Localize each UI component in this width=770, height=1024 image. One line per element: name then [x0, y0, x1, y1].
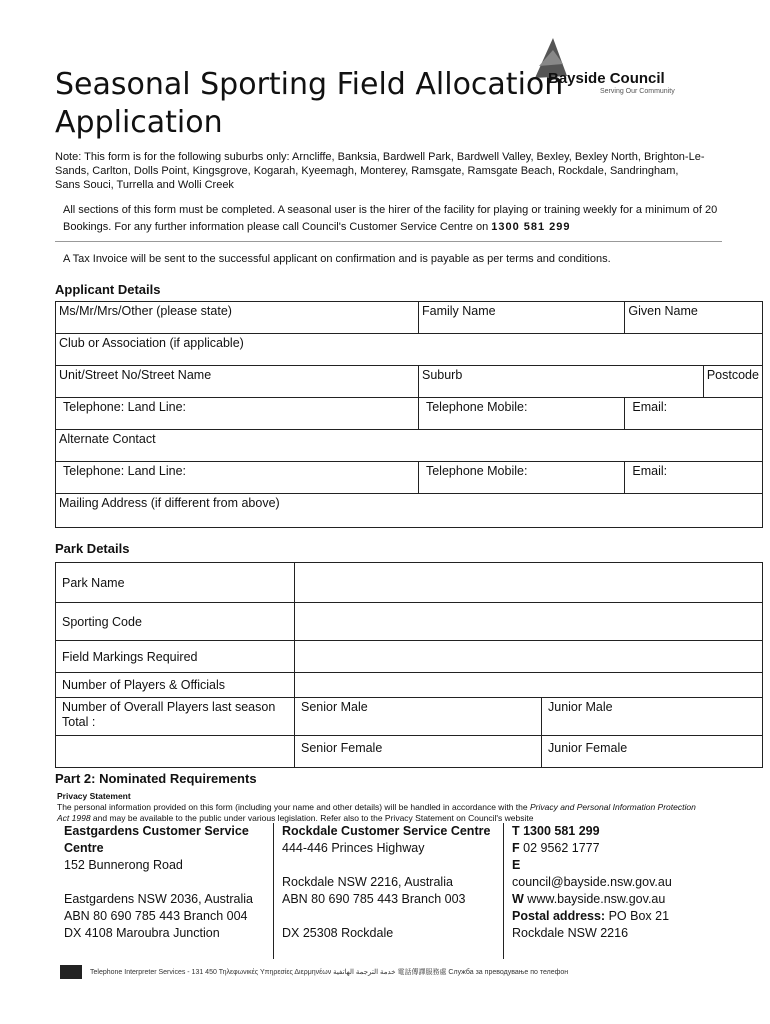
rockdale-suburb: Rockdale NSW 2216, Australia: [282, 875, 453, 889]
fax-line: [512, 840, 754, 857]
mailing-address-field[interactable]: Mailing Address (if different from above): [56, 494, 763, 528]
postal-suburb: Rockdale NSW 2216: [512, 926, 629, 940]
family-name-field[interactable]: Family Name: [418, 302, 624, 334]
postcode-field[interactable]: Postcode: [703, 366, 762, 398]
mobile-field[interactable]: Telephone Mobile:: [418, 398, 624, 430]
eastgardens-abn: ABN 80 690 785 443 Branch 004: [64, 909, 248, 923]
web-label: W: [512, 892, 524, 906]
part2-heading: Part 2: Nominated Requirements: [55, 771, 257, 786]
overall-total-input[interactable]: [56, 736, 295, 768]
alt-email-field[interactable]: Email:: [625, 462, 763, 494]
notice-phone: 1300 581 299: [491, 221, 571, 233]
overall-players-line1: Number of Overall Players last season: [62, 700, 276, 714]
notice-text: All sections of this form must be completed. A seasonal user is the hirer of the facility for playing or training weekly for a minimum of 20 Bookings. For any further information please call Council's Customer Service Centre on: [63, 204, 718, 233]
park-name-label: Park Name: [56, 563, 295, 603]
rockdale-dx: DX 25308 Rockdale: [282, 926, 394, 940]
title-line-1: Seasonal Sporting Field Allocation: [55, 67, 564, 102]
eastgardens-name: Eastgardens Customer Service Centre: [64, 824, 249, 855]
street-field[interactable]: Unit/Street No/Street Name: [56, 366, 419, 398]
rockdale-address: 444-446 Princes Highway: [282, 841, 425, 855]
applicant-details-table: [55, 301, 763, 528]
tax-invoice-note: A Tax Invoice will be sent to the successful applicant on confirmation and is payable as per terms and conditions.: [63, 253, 611, 265]
sporting-code-input[interactable]: [295, 603, 763, 641]
senior-male-field[interactable]: Senior Male: [295, 698, 542, 736]
title-field[interactable]: Ms/Mr/Mrs/Other (please state): [56, 302, 419, 334]
senior-female-field[interactable]: Senior Female: [295, 736, 542, 768]
privacy-title: Privacy Statement: [57, 791, 131, 801]
alternate-contact-field[interactable]: Alternate Contact: [56, 430, 763, 462]
logo-tagline: Serving Our Community: [600, 88, 675, 95]
privacy-statement: [57, 802, 707, 824]
rockdale-name: Rockdale Customer Service Centre: [282, 824, 491, 838]
eastgardens-suburb: Eastgardens NSW 2036, Australia: [64, 892, 253, 906]
alt-landline-field[interactable]: Telephone: Land Line:: [56, 462, 419, 494]
website[interactable]: www.bayside.nsw.gov.au: [527, 892, 666, 906]
park-details-heading: Park Details: [55, 541, 130, 556]
players-officials-input[interactable]: [295, 673, 763, 698]
office-details: [56, 823, 756, 963]
privacy-post: and may be available to the public under various legislation. Refer also to the Privacy Statement on Council's website: [90, 813, 534, 823]
eastgardens-office: [56, 823, 274, 959]
park-name-input[interactable]: [295, 563, 763, 603]
given-name-field[interactable]: Given Name: [625, 302, 763, 334]
landline-field[interactable]: Telephone: Land Line:: [56, 398, 419, 430]
park-details-table: [55, 562, 763, 768]
alt-mobile-field[interactable]: Telephone Mobile:: [418, 462, 624, 494]
junior-female-field[interactable]: Junior Female: [542, 736, 763, 768]
completion-notice: [55, 202, 722, 242]
logo-name: Bayside Council: [548, 70, 665, 87]
eastgardens-address: 152 Bunnerong Road: [64, 858, 183, 872]
page-title: [55, 66, 563, 142]
fax: 02 9562 1777: [523, 841, 600, 855]
players-officials-label: Number of Players & Officials: [56, 673, 295, 698]
privacy-pre: The personal information provided on this form (including your name and other details) will be handled in accordance with the: [57, 802, 530, 812]
web-line: [512, 891, 754, 908]
eastgardens-dx: DX 4108 Maroubra Junction: [64, 926, 220, 940]
applicant-details-heading: Applicant Details: [55, 282, 161, 297]
field-markings-label: Field Markings Required: [56, 641, 295, 673]
postal-label: Postal address:: [512, 909, 606, 923]
club-field[interactable]: Club or Association (if applicable): [56, 334, 763, 366]
postal-line: [512, 908, 754, 925]
rockdale-abn: ABN 80 690 785 443 Branch 003: [282, 892, 466, 906]
contact-details: [504, 823, 754, 942]
suburb-note: Note: This form is for the following suburbs only: Arncliffe, Banksia, Bardwell Park, Bardwell Valley, Bexley, Bexley North, Brighton-Le-Sands, Carlton, Dolls Point, Kingsgrove, Kogarah, Kyeemagh, Monterey, Ramsgate, Ramsgate Beach, Rockdale, Sandringham, Sans Souci, Turrella and Wolli Creek: [55, 151, 705, 191]
interpreter-services: Telephone Interpreter Services - 131 450 Τηλεφωνικές Υπηρεσίες Διερμηνέων خدمة الترجمة الهاتفية 電話傳譯服務處 Служба за преводување по телефон: [90, 969, 569, 976]
postal-address: PO Box 21: [608, 909, 670, 923]
telephone: T 1300 581 299: [512, 824, 600, 838]
email[interactable]: council@bayside.nsw.gov.au: [512, 875, 672, 889]
junior-male-field[interactable]: Junior Male: [542, 698, 763, 736]
field-markings-input[interactable]: [295, 641, 763, 673]
fax-label: F: [512, 841, 520, 855]
title-line-2: Application: [55, 105, 223, 140]
email-field[interactable]: Email:: [625, 398, 763, 430]
privacy-act: Privacy and Personal Information Protection Act 1998: [57, 802, 696, 823]
overall-players-line2: Total :: [62, 715, 96, 729]
overall-players-label: [56, 698, 295, 736]
sporting-code-label: Sporting Code: [56, 603, 295, 641]
email-label: E: [512, 858, 521, 872]
interpreter-icon: [60, 965, 82, 979]
rockdale-office: [274, 823, 504, 959]
suburb-field[interactable]: Suburb: [418, 366, 703, 398]
